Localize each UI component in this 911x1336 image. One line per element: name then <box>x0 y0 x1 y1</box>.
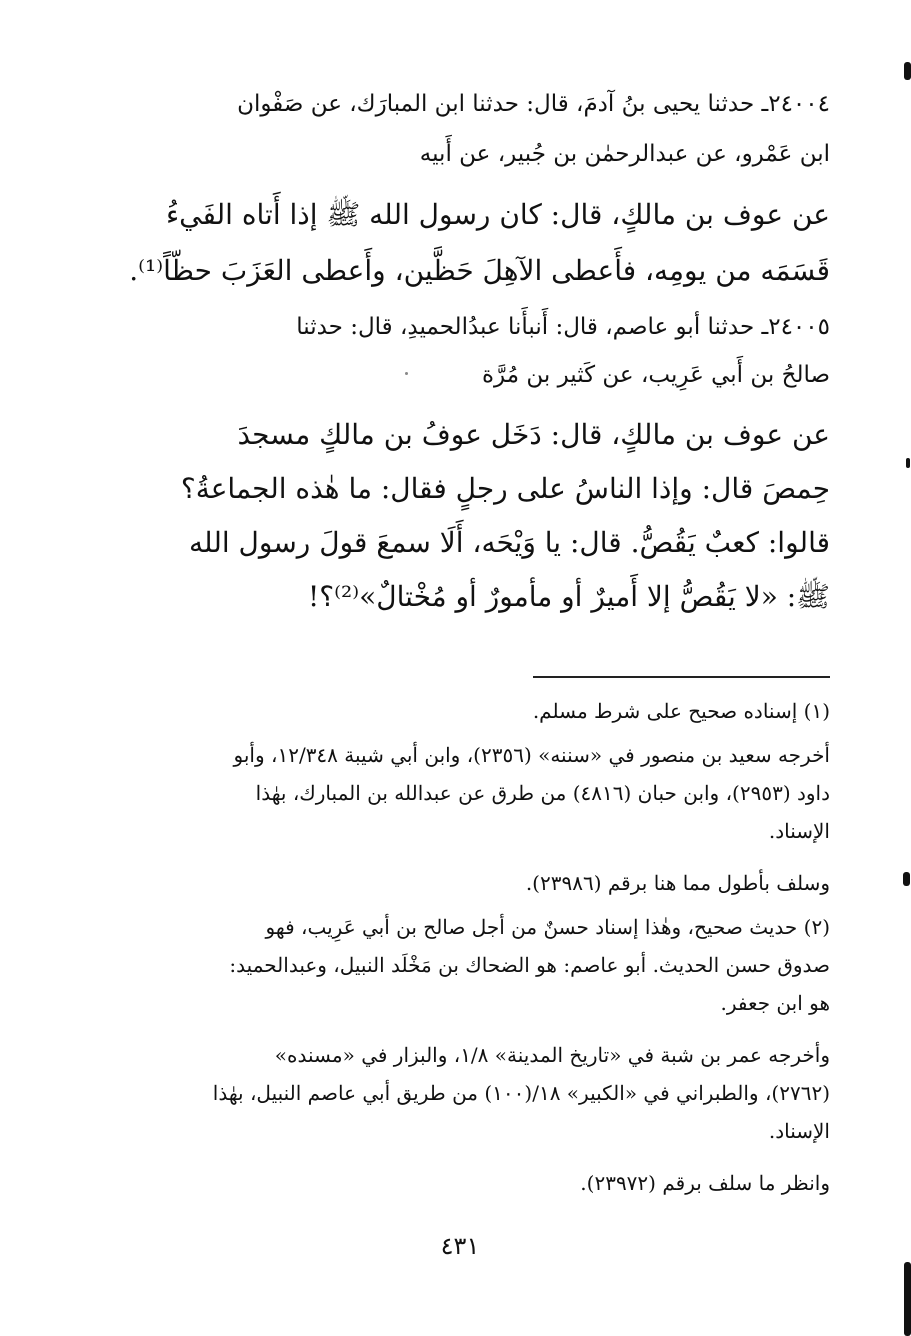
footnote-line: صدوق حسن الحديث. أبو عاصم: هو الضحاك بن مَخْلَد النبيل، وعبدالحميد: <box>229 953 830 977</box>
footnote-line: (٢٧٦٢)، والطبراني في «الكبير» ١٨/(١٠٠) من طريق أبي عاصم النبيل، بهٰذا <box>212 1081 830 1105</box>
matn-line: قَسَمَه من يومِه، فأَعطى الآهِلَ حَظَّين، وأَعطى العَزَبَ حظّاً⁽¹⁾. <box>129 254 830 287</box>
footnote-line: (٢) حديث صحيح، وهٰذا إسناد حسنٌ من أجل صالح بن أبي عَرِيب، فهو <box>265 915 830 939</box>
page-number: ٤٣١ <box>440 1232 480 1260</box>
footnote-line: وانظر ما سلف برقم (٢٣٩٧٢). <box>580 1171 830 1195</box>
footnote-line: الإسناد. <box>768 1119 830 1143</box>
hadith-24004-matn <box>120 187 830 299</box>
hadith-24005-matn <box>120 408 830 624</box>
scan-speck <box>405 372 408 375</box>
matn-line: قالوا: كعبٌ يَقُصُّ. قال: يا وَيْحَه، أَلَا سمعَ قولَ رسول الله <box>189 526 830 559</box>
matn-line: عن عوف بن مالكٍ، قال: كان رسول الله ﷺ إذا أَتاه الفَيءُ <box>165 198 830 231</box>
footnote-line: هو ابن جعفر. <box>720 991 830 1015</box>
chain-line: ٢٤٠٠٥ـ حدثنا أبو عاصم، قال: أَنبأَنا عبدُالحميدِ، قال: حدثنا <box>296 314 830 340</box>
footnote-1 <box>120 692 830 730</box>
scan-mark <box>904 1262 911 1336</box>
footnote-line: الإسناد. <box>768 819 830 843</box>
scan-mark <box>904 62 911 80</box>
footnote-line: داود (٢٩٥٣)، وابن حبان (٤٨١٦) من طرق عن عبدالله بن المبارك، بهٰذا <box>255 781 830 805</box>
hadith-24005-chain <box>120 305 830 397</box>
chain-line: ابن عَمْرو، عن عبدالرحمٰن بن جُبير، عن أَبيه <box>419 141 830 167</box>
footnote-line: (١) إسناده صحيح على شرط مسلم. <box>532 699 830 723</box>
footnote-1-salaf <box>120 864 830 902</box>
matn-line: عن عوف بن مالكٍ، قال: دَخَل عوفُ بن مالكٍ مسجدَ <box>237 418 830 451</box>
scan-mark <box>906 458 910 468</box>
chain-line: صالحُ بن أَبي عَرِيب، عن كَثير بن مُرَّة <box>482 362 830 388</box>
footnote-2-takhrij <box>120 1036 830 1150</box>
footnote-1-takhrij <box>120 736 830 850</box>
footnote-line: وسلف بأطول مما هنا برقم (٢٣٩٨٦). <box>525 871 830 895</box>
footnote-line: وأخرجه عمر بن شبة في «تاريخ المدينة» ١/٨، والبزار في «مسنده» <box>274 1043 830 1067</box>
matn-line: حِمصَ قال: وإذا الناسُ على رجلٍ فقال: ما هٰذه الجماعةُ؟ <box>180 472 830 505</box>
footnote-2-see <box>120 1164 830 1202</box>
hadith-24004-chain <box>120 82 830 176</box>
chain-line: ٢٤٠٠٤ـ حدثنا يحيى بنُ آدمَ، قال: حدثنا ابن المبارَك، عن صَفْوان <box>237 91 830 117</box>
scan-mark <box>903 872 910 886</box>
matn-line: ﷺ: «لا يَقُصُّ إلا أَميرٌ أو مأمورٌ أو مُخْتالٌ»⁽²⁾؟! <box>308 580 830 613</box>
footnote-2 <box>120 908 830 1022</box>
footnote-separator <box>533 676 830 678</box>
footnote-line: أخرجه سعيد بن منصور في «سننه» (٢٣٥٦)، وابن أبي شيبة ١٢/٣٤٨، وأبو <box>233 743 830 767</box>
